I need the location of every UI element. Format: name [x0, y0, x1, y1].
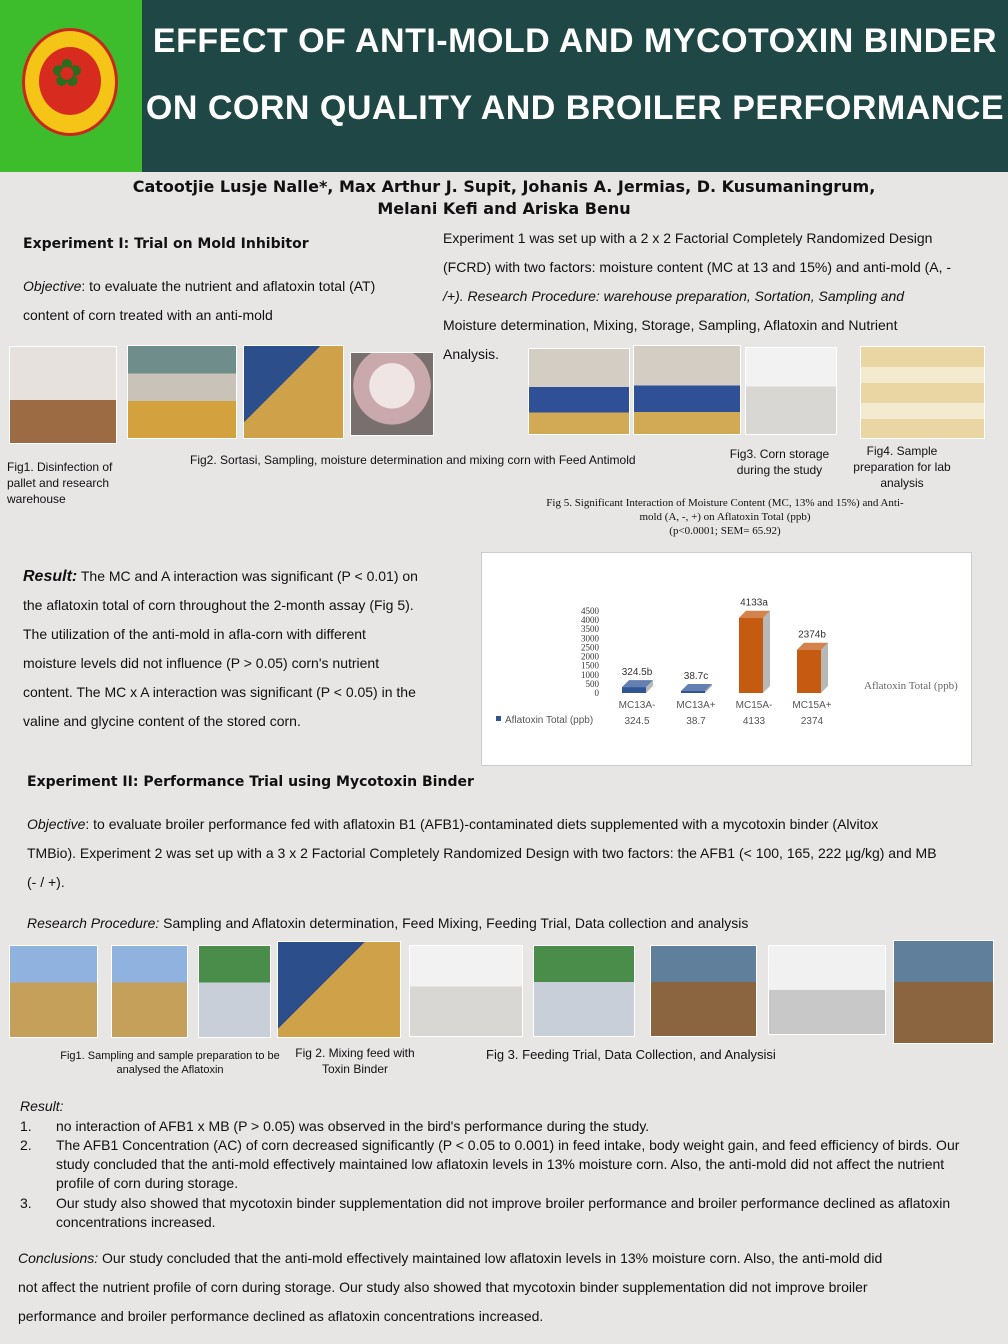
exp1-result-line: content. The MC x A interaction was significant (P < 0.05) in the — [23, 684, 416, 700]
conclusions-label: Conclusions: — [18, 1250, 99, 1266]
exp2-objective — [27, 810, 992, 897]
exp2-result-label: Result: — [20, 1098, 64, 1114]
exp1-design-line: (FCRD) with two factors: moisture content (MC at 13 and 15%) and anti-mold (A, - — [443, 259, 952, 275]
poster-title-line1: EFFECT OF ANTI-MOLD AND MYCOTOXIN BINDER — [152, 22, 998, 60]
photo-data-collection — [893, 940, 994, 1044]
photo-broiler-pens — [650, 945, 757, 1037]
exp2-heading: Experiment II: Performance Trial using Mycotoxin Binder — [27, 774, 474, 790]
exp1-result-line: valine and glycine content of the stored corn. — [23, 713, 301, 729]
aflatoxin-chart — [481, 552, 972, 766]
y-tick-label: 1500 — [581, 660, 599, 671]
exp2-fig3-caption: Fig 3. Feeding Trial, Data Collection, and Analysisi — [486, 1047, 776, 1062]
photo-mixing-1 — [528, 348, 630, 435]
exp1-objective-line1: : to evaluate the nutrient and aflatoxin total (AT) — [81, 278, 376, 294]
y-tick-label: 0 — [594, 688, 599, 698]
exp2-objective-line3: (- / +). — [27, 874, 65, 890]
y-tick-label: 4000 — [581, 615, 599, 626]
exp1-result — [23, 562, 450, 736]
exp1-fig1-caption: Fig1. Disinfection of pallet and research warehouse — [7, 460, 113, 506]
photo-sample-bags — [198, 945, 271, 1038]
table-value: 4133 — [742, 716, 766, 727]
y-tick-label: 3000 — [581, 633, 599, 644]
exp2-objective-label: Objective — [27, 816, 86, 832]
legend-label: Aflatoxin Total (ppb) — [505, 715, 594, 726]
photo-moisture-scale — [350, 352, 434, 436]
table-value: 38.7 — [686, 716, 706, 727]
exp2-objective-line2: TMBio). Experiment 2 was set up with a 3 x 2 Factorial Completely Randomized Design with two factors: the AFB1 (< 100, 165, 222 µg/kg) and MB — [27, 845, 937, 861]
aflatoxin-chart-svg — [482, 553, 971, 765]
exp1-result-line: The utilization of the anti-mold in afla-corn with different — [23, 626, 366, 642]
exp1-result-line: the aflatoxin total of corn throughout the 2-month assay (Fig 5). — [23, 597, 414, 613]
result-item-text: no interaction of AFB1 x MB (P > 0.05) was observed in the bird's performance during the study. — [56, 1118, 650, 1134]
exp1-result-line: The MC and A interaction was significant (P < 0.01) on — [77, 568, 418, 584]
y-tick-label: 1000 — [581, 669, 599, 680]
exp1-design-line: Moisture determination, Mixing, Storage, Sampling, Aflatoxin and Nutrient — [443, 317, 898, 333]
chart-side-label: Aflatoxin Total (ppb) — [864, 680, 958, 692]
table-value: 2374 — [800, 716, 824, 727]
exp2-procedure-text: Sampling and Aflatoxin determination, Feed Mixing, Feeding Trial, Data collection and analysis — [159, 915, 749, 931]
bar — [681, 691, 705, 693]
table-value: 324.5 — [624, 716, 650, 727]
x-tick-label: MC13A- — [618, 700, 656, 711]
result-item-number: 3. — [20, 1195, 32, 1211]
bar — [797, 650, 821, 693]
conclusions-line: not affect the nutrient profile of corn during storage. Our study also showed that mycotoxin binder supplementation did not improve broiler — [18, 1279, 868, 1295]
institution-logo — [22, 28, 118, 136]
exp1-design-line: Analysis. — [443, 346, 500, 362]
x-tick-label: MC15A- — [735, 700, 773, 711]
result-item-text: Our study also showed that mycotoxin binder supplementation did not improve broiler performance and broiler performance declined as aflatoxin concentrations increased. — [56, 1195, 951, 1230]
exp2-procedure-label: Research Procedure: — [27, 915, 160, 931]
logo-panel — [0, 0, 142, 172]
exp1-heading: Experiment I: Trial on Mold Inhibitor — [23, 236, 309, 252]
exp1-objective-label: Objective — [23, 278, 82, 294]
exp1-objective-line2: content of corn treated with an anti-mold — [23, 307, 273, 323]
x-tick-label: MC13A+ — [676, 700, 716, 711]
photo-feeding — [533, 945, 635, 1037]
exp1-fig3-caption: Fig3. Corn storage during the study — [729, 447, 830, 477]
logo-emblem — [39, 47, 101, 115]
exp2-result-list — [20, 1117, 980, 1229]
exp1-objective — [23, 272, 433, 330]
y-tick-label: 2500 — [581, 642, 599, 653]
result-item-number: 1. — [20, 1118, 32, 1134]
photo-lab-analysis — [768, 945, 886, 1035]
bar — [622, 687, 646, 693]
exp1-design-line: Experiment 1 was set up with a 2 x 2 Factorial Completely Randomized Design — [443, 230, 933, 246]
exp1-design-line: /+). Research Procedure: warehouse preparation, Sortation, Sampling and — [443, 288, 905, 304]
legend-swatch — [496, 716, 501, 721]
bar-side — [763, 611, 770, 693]
photo-sampling-outdoor-1 — [9, 945, 98, 1038]
photo-mixing-2 — [633, 345, 741, 435]
data-label: 324.5b — [621, 667, 653, 679]
fig5-caption-line2: mold (A, -, +) on Aflatoxin Total (ppb) — [639, 511, 811, 523]
photo-sampling — [243, 345, 344, 439]
exp2-procedure — [27, 909, 992, 938]
y-tick-label: 4500 — [581, 606, 599, 616]
poster-title-line2: ON CORN QUALITY AND BROILER PERFORMANCE — [145, 89, 1005, 127]
photo-sampling-outdoor-2 — [111, 945, 188, 1038]
fig5-caption-line1: Fig 5. Significant Interaction of Moisture Content (MC, 13% and 15%) and Anti- — [546, 497, 904, 509]
bar-side — [821, 643, 828, 693]
exp2-fig2-caption: Fig 2. Mixing feed with Toxin Binder — [295, 1046, 415, 1076]
photo-feed-bags — [409, 945, 523, 1037]
photo-feed-mixing — [277, 941, 401, 1038]
y-tick-label: 2000 — [581, 651, 599, 662]
authors-line1: Catootjie Lusje Nalle*, Max Arthur J. Supit, Johanis A. Jermias, D. Kusumaningrum, — [132, 177, 876, 196]
conclusions-line: Our study concluded that the anti-mold effectively maintained low aflatoxin levels in 13% moisture corn. Also, the anti-mold did — [98, 1250, 883, 1266]
result-item-text: The AFB1 Concentration (AC) of corn decreased significantly (P < 0.05 to 0.001) in feed intake, body weight gain, and feed efficiency of birds. Our study concluded that the anti-mold effectively maintained low aflatoxin levels in 13% moisture corn. Also, the anti-mold did not affect the nutrient profile of corn during storage. — [56, 1137, 960, 1191]
title-banner — [142, 0, 1008, 172]
photo-warehouse-disinfection — [9, 346, 117, 444]
data-label: 2374b — [798, 629, 826, 641]
photo-corn-storage — [745, 347, 837, 435]
result-item-number: 2. — [20, 1137, 32, 1153]
exp1-fig5-caption — [505, 496, 945, 538]
exp2-objective-line1: : to evaluate broiler performance fed with aflatoxin B1 (AFB1)-contaminated diets supplemented with a mycotoxin binder (Alvitox — [85, 816, 879, 832]
exp1-fig4-caption: Fig4. Sample preparation for lab analysis — [853, 444, 951, 490]
photo-sorting — [127, 345, 237, 439]
bar — [739, 618, 763, 693]
exp1-result-line: moisture levels did not influence (P > 0.05) corn's nutrient — [23, 655, 380, 671]
conclusions-line: performance and broiler performance declined as aflatoxin concentrations increased. — [18, 1308, 544, 1324]
authors-line2: Melani Kefi and Ariska Benu — [377, 199, 631, 218]
fig5-caption-line3: (p<0.0001; SEM= 65.92) — [669, 525, 781, 537]
plant-icon: ✿ — [51, 53, 83, 95]
x-tick-label: MC15A+ — [792, 700, 832, 711]
y-tick-label: 3500 — [581, 624, 599, 635]
exp2-fig1-caption: Fig1. Sampling and sample preparation to be analysed the Aflatoxin — [60, 1050, 280, 1076]
conclusions — [18, 1244, 993, 1331]
exp1-result-label: Result: — [23, 568, 78, 585]
exp1-fig2-caption: Fig2. Sortasi, Sampling, moisture determination and mixing corn with Feed Antimold — [190, 453, 636, 467]
y-tick-label: 500 — [585, 678, 599, 689]
authors — [0, 176, 1008, 220]
data-label: 38.7c — [683, 671, 709, 682]
data-label: 4133a — [740, 597, 768, 609]
photo-sample-preparation — [860, 346, 985, 439]
